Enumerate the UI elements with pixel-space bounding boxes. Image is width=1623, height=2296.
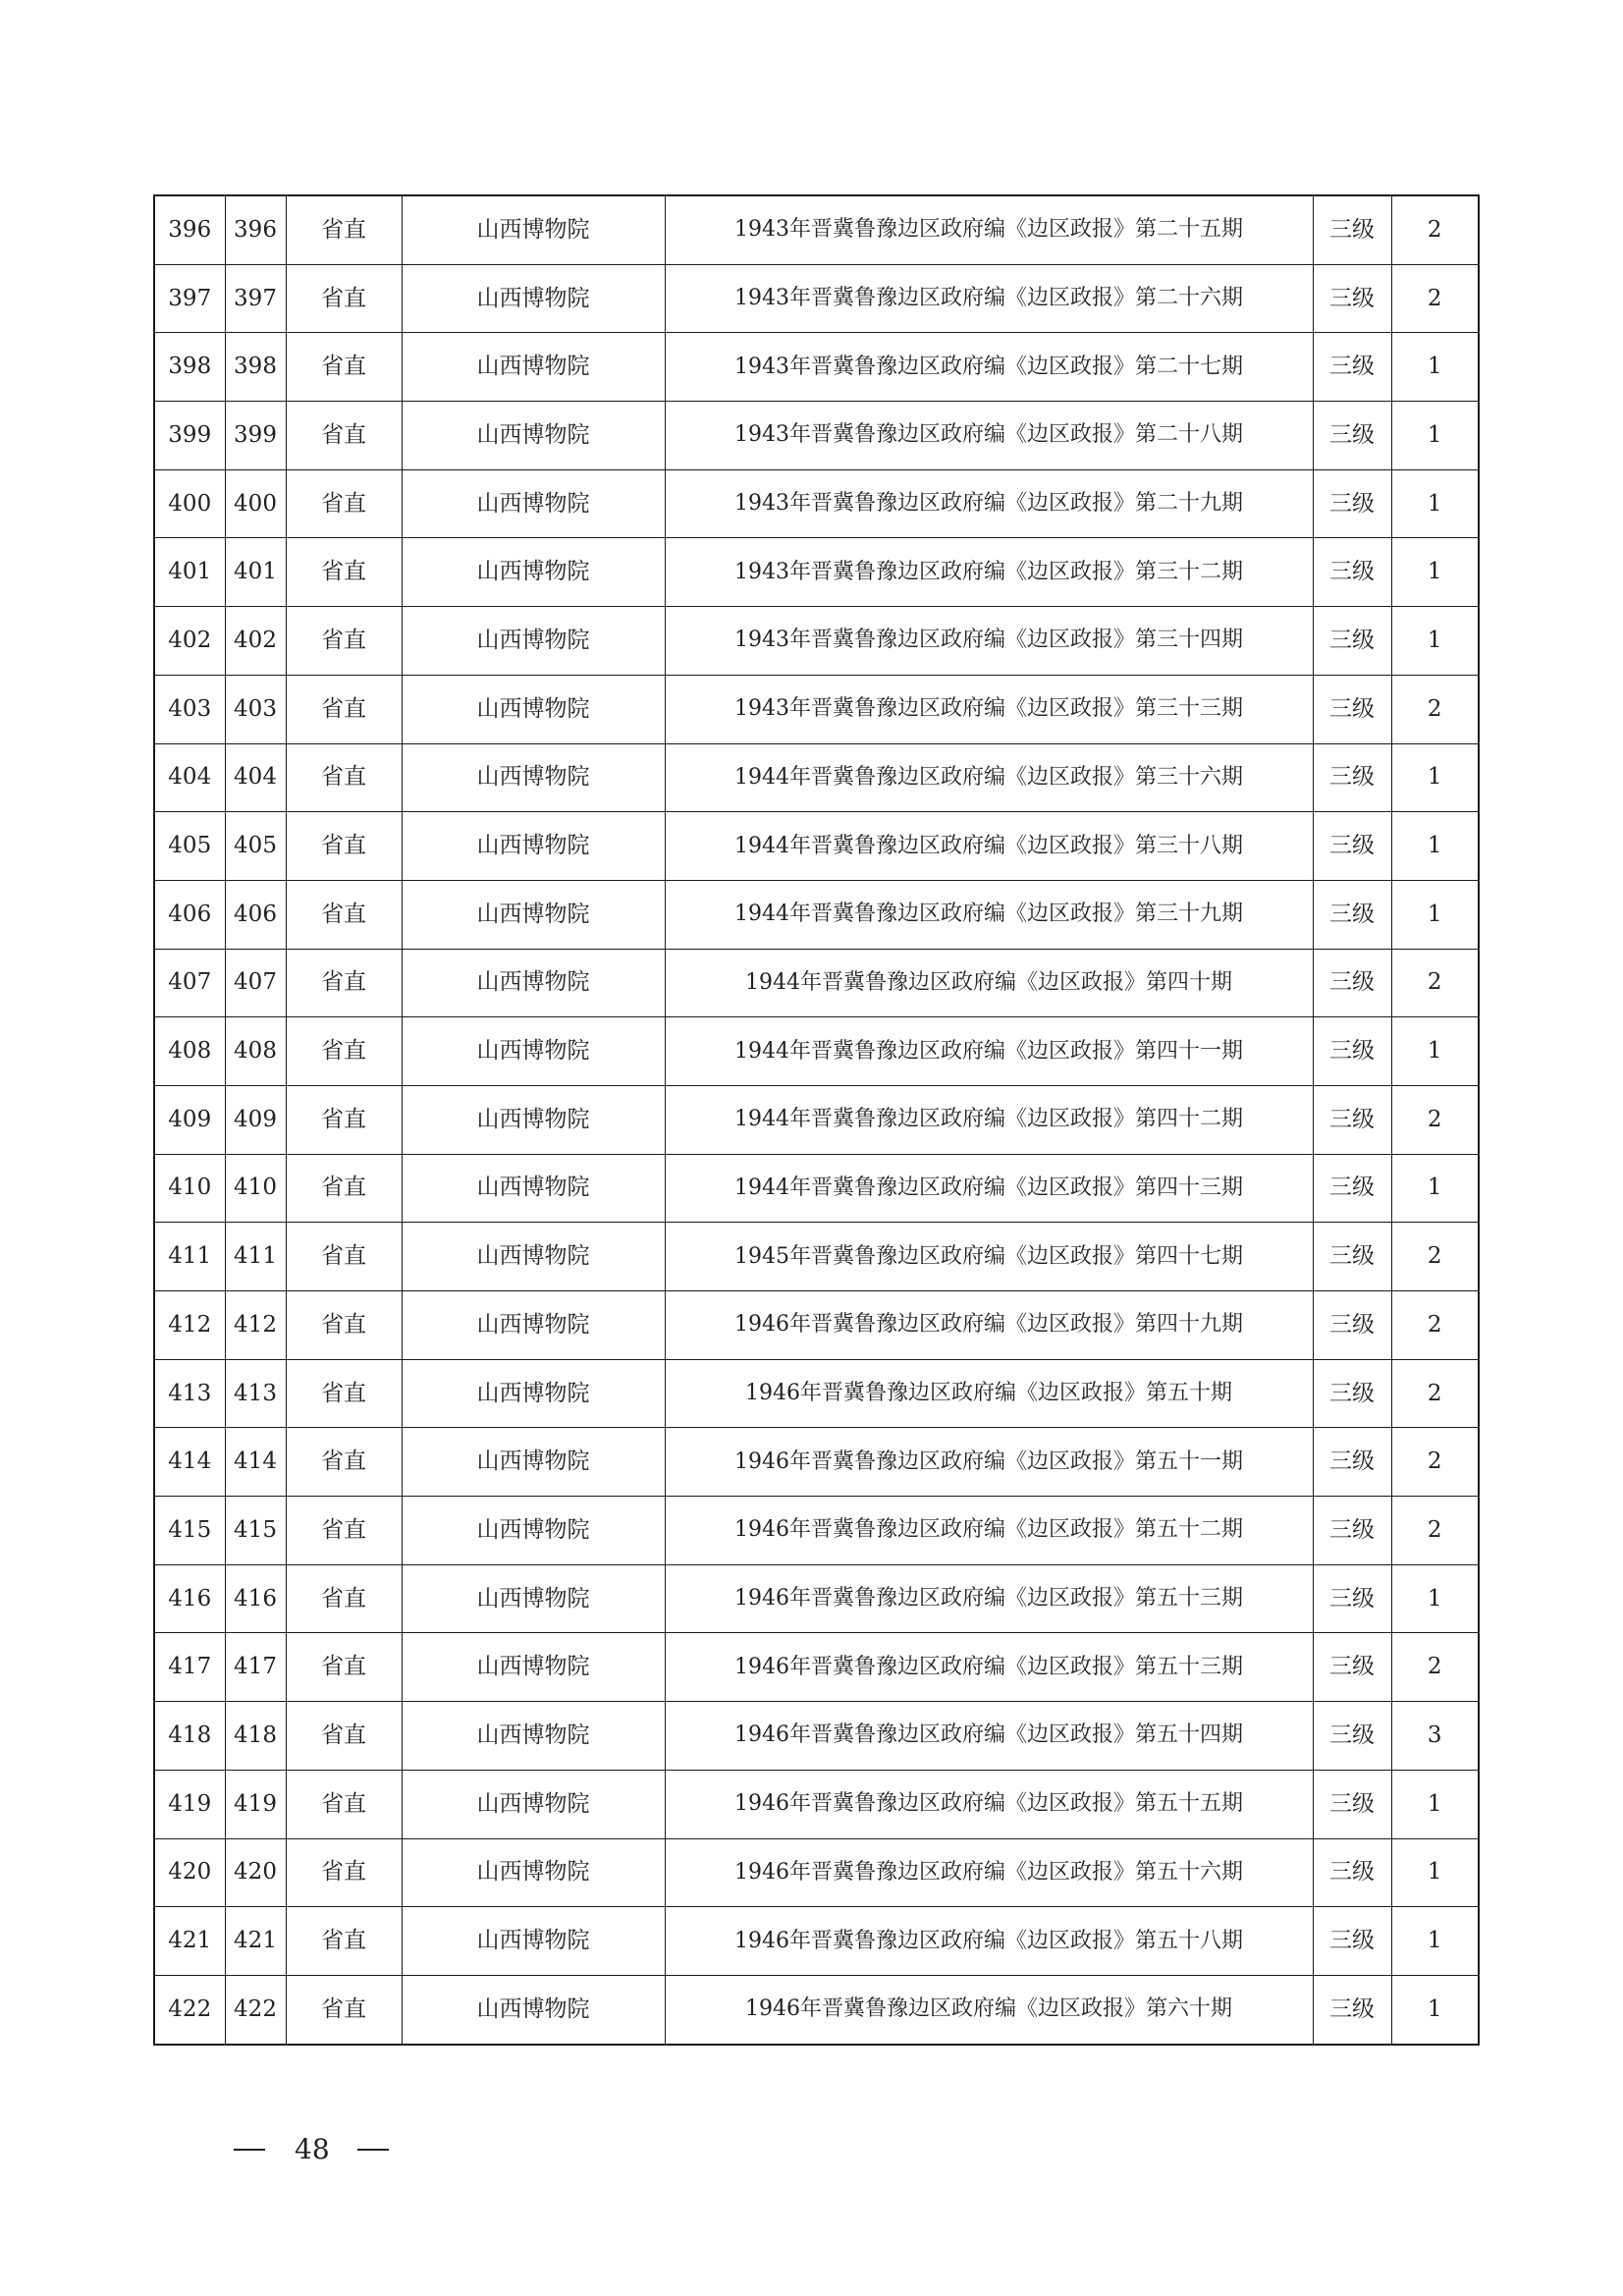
cell-holding-unit: 山西博物院 [402,1497,665,1565]
table-row [154,1838,1479,1907]
cell-level: 省直 [286,1359,402,1428]
cell-item-number: 419 [225,1770,286,1838]
cell-grade: 三级 [1313,264,1391,333]
cell-relic-title: 1944年晋冀鲁豫边区政府编《边区政报》第四十期 [665,949,1313,1017]
cell-item-number: 399 [225,402,286,470]
cell-relic-title: 1944年晋冀鲁豫边区政府编《边区政报》第四十一期 [665,1017,1313,1086]
table-row [154,1085,1479,1154]
cell-quantity: 2 [1391,1497,1479,1565]
cell-holding-unit: 山西博物院 [402,1017,665,1086]
cell-level: 省直 [286,812,402,881]
cell-relic-title: 1943年晋冀鲁豫边区政府编《边区政报》第二十七期 [665,333,1313,402]
cell-level: 省直 [286,743,402,812]
cell-level: 省直 [286,1085,402,1154]
table-row [154,1291,1479,1360]
cell-grade: 三级 [1313,1770,1391,1838]
cell-serial-number: 397 [154,264,225,333]
cell-level: 省直 [286,1497,402,1565]
cell-holding-unit: 山西博物院 [402,1428,665,1497]
cell-quantity: 2 [1391,1633,1479,1702]
cell-quantity: 1 [1391,812,1479,881]
table-row [154,1907,1479,1976]
cell-level: 省直 [286,1291,402,1360]
cell-holding-unit: 山西博物院 [402,469,665,538]
cell-grade: 三级 [1313,333,1391,402]
cell-quantity: 2 [1391,675,1479,743]
cell-quantity: 2 [1391,264,1479,333]
cell-holding-unit: 山西博物院 [402,195,665,264]
cell-relic-title: 1944年晋冀鲁豫边区政府编《边区政报》第四十三期 [665,1154,1313,1223]
table-row [154,1633,1479,1702]
cell-holding-unit: 山西博物院 [402,1085,665,1154]
cell-level: 省直 [286,1633,402,1702]
cell-serial-number: 400 [154,469,225,538]
cell-relic-title: 1946年晋冀鲁豫边区政府编《边区政报》第六十期 [665,1975,1313,2044]
cell-grade: 三级 [1313,402,1391,470]
table-row [154,949,1479,1017]
cell-level: 省直 [286,264,402,333]
cell-serial-number: 410 [154,1154,225,1223]
table-row [154,1770,1479,1838]
table-row [154,538,1479,607]
cell-quantity: 2 [1391,195,1479,264]
cell-relic-title: 1944年晋冀鲁豫边区政府编《边区政报》第三十六期 [665,743,1313,812]
cell-grade: 三级 [1313,743,1391,812]
cell-item-number: 415 [225,1497,286,1565]
cell-serial-number: 416 [154,1564,225,1633]
cell-holding-unit: 山西博物院 [402,1291,665,1360]
cell-item-number: 408 [225,1017,286,1086]
cell-level: 省直 [286,1702,402,1771]
table-row [154,469,1479,538]
table-row [154,195,1479,264]
cell-level: 省直 [286,333,402,402]
cell-quantity: 2 [1391,1223,1479,1291]
page-footer [234,2133,389,2165]
cell-holding-unit: 山西博物院 [402,1564,665,1633]
cell-quantity: 1 [1391,333,1479,402]
cell-item-number: 400 [225,469,286,538]
table-row [154,333,1479,402]
cell-quantity: 3 [1391,1702,1479,1771]
relics-table [153,194,1480,2046]
cell-relic-title: 1943年晋冀鲁豫边区政府编《边区政报》第三十四期 [665,607,1313,676]
cell-quantity: 1 [1391,1838,1479,1907]
cell-quantity: 1 [1391,1975,1479,2044]
cell-grade: 三级 [1313,1428,1391,1497]
cell-level: 省直 [286,538,402,607]
cell-holding-unit: 山西博物院 [402,812,665,881]
cell-item-number: 406 [225,880,286,949]
cell-grade: 三级 [1313,949,1391,1017]
cell-level: 省直 [286,402,402,470]
cell-serial-number: 409 [154,1085,225,1154]
cell-holding-unit: 山西博物院 [402,1975,665,2044]
cell-grade: 三级 [1313,538,1391,607]
cell-relic-title: 1943年晋冀鲁豫边区政府编《边区政报》第二十六期 [665,264,1313,333]
cell-serial-number: 407 [154,949,225,1017]
cell-holding-unit: 山西博物院 [402,1770,665,1838]
cell-level: 省直 [286,1907,402,1976]
cell-relic-title: 1946年晋冀鲁豫边区政府编《边区政报》第五十五期 [665,1770,1313,1838]
cell-item-number: 417 [225,1633,286,1702]
table-row [154,812,1479,881]
cell-holding-unit: 山西博物院 [402,264,665,333]
cell-holding-unit: 山西博物院 [402,949,665,1017]
cell-serial-number: 417 [154,1633,225,1702]
cell-serial-number: 418 [154,1702,225,1771]
cell-relic-title: 1946年晋冀鲁豫边区政府编《边区政报》第五十二期 [665,1497,1313,1565]
cell-item-number: 397 [225,264,286,333]
cell-relic-title: 1943年晋冀鲁豫边区政府编《边区政报》第三十三期 [665,675,1313,743]
cell-holding-unit: 山西博物院 [402,1359,665,1428]
cell-holding-unit: 山西博物院 [402,1838,665,1907]
cell-level: 省直 [286,1564,402,1633]
cell-quantity: 1 [1391,1564,1479,1633]
cell-item-number: 410 [225,1154,286,1223]
cell-relic-title: 1946年晋冀鲁豫边区政府编《边区政报》第四十九期 [665,1291,1313,1360]
cell-item-number: 422 [225,1975,286,2044]
cell-item-number: 403 [225,675,286,743]
cell-relic-title: 1943年晋冀鲁豫边区政府编《边区政报》第二十九期 [665,469,1313,538]
cell-holding-unit: 山西博物院 [402,333,665,402]
cell-grade: 三级 [1313,812,1391,881]
table-row [154,675,1479,743]
cell-grade: 三级 [1313,1907,1391,1976]
cell-item-number: 418 [225,1702,286,1771]
cell-quantity: 1 [1391,1907,1479,1976]
table-row [154,1428,1479,1497]
cell-grade: 三级 [1313,195,1391,264]
cell-item-number: 416 [225,1564,286,1633]
cell-holding-unit: 山西博物院 [402,1633,665,1702]
cell-relic-title: 1945年晋冀鲁豫边区政府编《边区政报》第四十七期 [665,1223,1313,1291]
cell-holding-unit: 山西博物院 [402,880,665,949]
table-row [154,1497,1479,1565]
table-row [154,743,1479,812]
cell-serial-number: 419 [154,1770,225,1838]
cell-holding-unit: 山西博物院 [402,1223,665,1291]
cell-serial-number: 408 [154,1017,225,1086]
cell-serial-number: 398 [154,333,225,402]
cell-level: 省直 [286,949,402,1017]
cell-serial-number: 405 [154,812,225,881]
cell-holding-unit: 山西博物院 [402,1907,665,1976]
cell-level: 省直 [286,1770,402,1838]
cell-relic-title: 1946年晋冀鲁豫边区政府编《边区政报》第五十期 [665,1359,1313,1428]
cell-grade: 三级 [1313,1017,1391,1086]
cell-quantity: 1 [1391,1154,1479,1223]
cell-level: 省直 [286,469,402,538]
cell-grade: 三级 [1313,1497,1391,1565]
cell-serial-number: 403 [154,675,225,743]
cell-grade: 三级 [1313,1564,1391,1633]
cell-relic-title: 1944年晋冀鲁豫边区政府编《边区政报》第四十二期 [665,1085,1313,1154]
cell-holding-unit: 山西博物院 [402,607,665,676]
cell-quantity: 1 [1391,402,1479,470]
cell-level: 省直 [286,1017,402,1086]
cell-item-number: 411 [225,1223,286,1291]
cell-item-number: 396 [225,195,286,264]
cell-quantity: 2 [1391,1428,1479,1497]
table-row [154,607,1479,676]
table-row [154,1017,1479,1086]
cell-holding-unit: 山西博物院 [402,743,665,812]
cell-serial-number: 421 [154,1907,225,1976]
cell-level: 省直 [286,675,402,743]
cell-level: 省直 [286,1223,402,1291]
cell-quantity: 1 [1391,1017,1479,1086]
cell-grade: 三级 [1313,1223,1391,1291]
cell-grade: 三级 [1313,1291,1391,1360]
cell-level: 省直 [286,1975,402,2044]
cell-serial-number: 399 [154,402,225,470]
table-row [154,1702,1479,1771]
cell-grade: 三级 [1313,1359,1391,1428]
cell-quantity: 1 [1391,607,1479,676]
footer-dash-left [234,2149,265,2151]
cell-serial-number: 414 [154,1428,225,1497]
cell-item-number: 412 [225,1291,286,1360]
cell-holding-unit: 山西博物院 [402,538,665,607]
cell-item-number: 421 [225,1907,286,1976]
cell-item-number: 407 [225,949,286,1017]
cell-grade: 三级 [1313,1838,1391,1907]
cell-serial-number: 401 [154,538,225,607]
cell-holding-unit: 山西博物院 [402,402,665,470]
cell-holding-unit: 山西博物院 [402,1154,665,1223]
cell-relic-title: 1946年晋冀鲁豫边区政府编《边区政报》第五十一期 [665,1428,1313,1497]
cell-item-number: 413 [225,1359,286,1428]
cell-relic-title: 1946年晋冀鲁豫边区政府编《边区政报》第五十三期 [665,1633,1313,1702]
cell-serial-number: 413 [154,1359,225,1428]
cell-level: 省直 [286,195,402,264]
cell-relic-title: 1944年晋冀鲁豫边区政府编《边区政报》第三十九期 [665,880,1313,949]
cell-quantity: 1 [1391,743,1479,812]
cell-grade: 三级 [1313,1085,1391,1154]
cell-item-number: 401 [225,538,286,607]
cell-holding-unit: 山西博物院 [402,675,665,743]
cell-relic-title: 1946年晋冀鲁豫边区政府编《边区政报》第五十四期 [665,1702,1313,1771]
cell-item-number: 420 [225,1838,286,1907]
cell-level: 省直 [286,1838,402,1907]
table-row [154,880,1479,949]
cell-relic-title: 1943年晋冀鲁豫边区政府编《边区政报》第三十二期 [665,538,1313,607]
cell-quantity: 2 [1391,1359,1479,1428]
cell-item-number: 414 [225,1428,286,1497]
cell-grade: 三级 [1313,607,1391,676]
cell-grade: 三级 [1313,1154,1391,1223]
cell-item-number: 409 [225,1085,286,1154]
cell-serial-number: 411 [154,1223,225,1291]
table-row [154,1975,1479,2044]
cell-grade: 三级 [1313,1633,1391,1702]
cell-serial-number: 422 [154,1975,225,2044]
footer-dash-right [357,2149,389,2151]
cell-item-number: 405 [225,812,286,881]
cell-quantity: 1 [1391,880,1479,949]
cell-quantity: 1 [1391,538,1479,607]
cell-serial-number: 402 [154,607,225,676]
cell-relic-title: 1946年晋冀鲁豫边区政府编《边区政报》第五十八期 [665,1907,1313,1976]
cell-quantity: 2 [1391,949,1479,1017]
cell-item-number: 398 [225,333,286,402]
cell-level: 省直 [286,1154,402,1223]
cell-serial-number: 415 [154,1497,225,1565]
cell-serial-number: 406 [154,880,225,949]
cell-grade: 三级 [1313,880,1391,949]
cell-holding-unit: 山西博物院 [402,1702,665,1771]
table-row [154,264,1479,333]
cell-grade: 三级 [1313,469,1391,538]
cell-relic-title: 1943年晋冀鲁豫边区政府编《边区政报》第二十八期 [665,402,1313,470]
cell-serial-number: 420 [154,1838,225,1907]
cell-relic-title: 1944年晋冀鲁豫边区政府编《边区政报》第三十八期 [665,812,1313,881]
table-body [154,195,1479,2045]
cell-relic-title: 1946年晋冀鲁豫边区政府编《边区政报》第五十六期 [665,1838,1313,1907]
cell-grade: 三级 [1313,675,1391,743]
cell-quantity: 2 [1391,1291,1479,1360]
cell-serial-number: 396 [154,195,225,264]
cell-quantity: 1 [1391,469,1479,538]
cell-level: 省直 [286,1428,402,1497]
cell-grade: 三级 [1313,1975,1391,2044]
table-row [154,1359,1479,1428]
cell-grade: 三级 [1313,1702,1391,1771]
table-row [154,1564,1479,1633]
cell-relic-title: 1943年晋冀鲁豫边区政府编《边区政报》第二十五期 [665,195,1313,264]
cell-relic-title: 1946年晋冀鲁豫边区政府编《边区政报》第五十三期 [665,1564,1313,1633]
table-row [154,1223,1479,1291]
cell-item-number: 404 [225,743,286,812]
cell-serial-number: 404 [154,743,225,812]
cell-level: 省直 [286,607,402,676]
table-row [154,1154,1479,1223]
cell-level: 省直 [286,880,402,949]
cell-quantity: 2 [1391,1085,1479,1154]
cell-quantity: 1 [1391,1770,1479,1838]
page-number: 48 [295,2133,330,2165]
cell-serial-number: 412 [154,1291,225,1360]
cell-item-number: 402 [225,607,286,676]
table-row [154,402,1479,470]
